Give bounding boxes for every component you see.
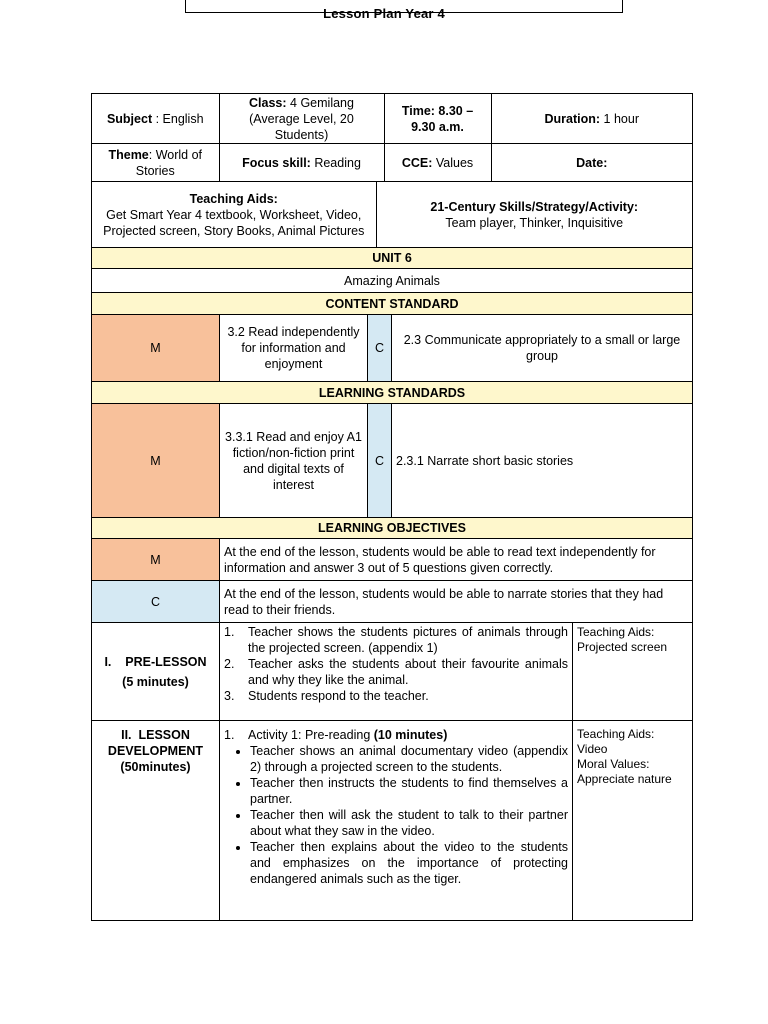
development-bullets (224, 743, 568, 887)
objective-comp-text: At the end of the lesson, students would be able to narrate stories that they had read to their friends. (220, 581, 693, 623)
list-item: 1. Teacher shows the students pictures of animals through the projected screen. (appendix 1) (224, 625, 568, 655)
content-main-tag: M (92, 315, 220, 382)
time-cell: Time: 8.30 – 9.30 a.m. (384, 94, 491, 143)
list-item: • Teacher shows an animal documentary video (appendix 2) through a projected screen to the students. (250, 743, 568, 775)
date-cell: Date: (576, 155, 608, 170)
standards-comp-text: 2.3.1 Narrate short basic stories (392, 404, 693, 518)
development-content-cell (220, 721, 573, 921)
pre-lesson-title-cell (92, 623, 220, 721)
objectives-heading: LEARNING OBJECTIVES (92, 518, 693, 539)
objective-comp-tag: C (92, 581, 220, 623)
standards-main-tag: M (92, 404, 220, 518)
objective-main-tag: M (92, 539, 220, 581)
class-cell: Class: 4 Gemilang (Average Level, 20 Students) (219, 94, 384, 143)
list-item: 2. Teacher asks the students about their favourite animals and why they like the animal. (224, 657, 568, 687)
development-moral-label: Moral Values: (577, 757, 650, 771)
unit-title: Amazing Animals (92, 269, 693, 293)
list-item: • Teacher then will ask the student to talk to their partner about what they saw in the video. (250, 807, 568, 839)
development-title-cell (92, 721, 220, 921)
header-row-2 (92, 144, 693, 182)
learning-standards-heading: LEARNING STANDARDS (92, 382, 693, 404)
document-title: Lesson Plan Year 4 (323, 6, 445, 21)
list-item: 3. Students respond to the teacher. (224, 689, 429, 703)
lesson-plan-table (91, 93, 693, 921)
teaching-aids-cell: Teaching Aids: Get Smart Year 4 textbook, Worksheet, Video, Projected screen, Story Books, Animal Pictures (92, 182, 376, 247)
development-title: II. LESSON DEVELOPMENT (107, 728, 204, 758)
content-comp-tag: C (368, 315, 392, 382)
content-main-text: 3.2 Read independently for information and enjoyment (220, 315, 368, 382)
development-moral-value: Appreciate nature (577, 772, 672, 786)
duration-cell: Duration: 1 hour (544, 111, 639, 126)
development-aids-label: Teaching Aids: (577, 727, 655, 741)
content-comp-text: 2.3 Communicate appropriately to a small or large group (392, 315, 693, 382)
subject-cell: Subject : English (92, 94, 219, 143)
objective-main-text: At the end of the lesson, students would be able to read text independently for information and answer 3 out of 5 questions given correctly. (220, 539, 693, 581)
standards-main-text: 3.3.1 Read and enjoy A1 fiction/non-fiction print and digital texts of interest (220, 404, 368, 518)
list-item: • Teacher then instructs the students to find themselves a partner. (250, 775, 568, 807)
list-item: 1. Activity 1: Pre-reading (10 minutes) (224, 728, 448, 742)
development-time: (50minutes) (120, 760, 191, 774)
development-activity (224, 727, 568, 743)
pre-lesson-steps-cell (220, 623, 573, 721)
development-notes (573, 721, 693, 921)
teaching-aids-row (92, 182, 693, 248)
focus-skill-cell: Focus skill: Reading (219, 144, 384, 181)
pre-lesson-title: I. PRE-LESSON (104, 654, 207, 669)
list-item: • Teacher then explains about the video to the students and emphasizes on the importance of protecting endangered animals such as the tiger. (250, 839, 568, 887)
header-row-1 (92, 94, 693, 144)
pre-lesson-time: (5 minutes) (122, 674, 189, 689)
theme-cell: Theme: World of Stories (92, 144, 219, 181)
content-standard-heading: CONTENT STANDARD (92, 293, 693, 315)
standards-comp-tag: C (368, 404, 392, 518)
pre-lesson-steps (224, 624, 568, 704)
development-aids-value: Video (577, 742, 608, 756)
unit-label: UNIT 6 (92, 248, 693, 269)
century-skills-cell: 21-Century Skills/Strategy/Activity: Team player, Thinker, Inquisitive (430, 199, 639, 230)
cce-cell: CCE: Values (384, 144, 491, 181)
pre-lesson-notes: Teaching Aids: Projected screen (573, 623, 693, 721)
